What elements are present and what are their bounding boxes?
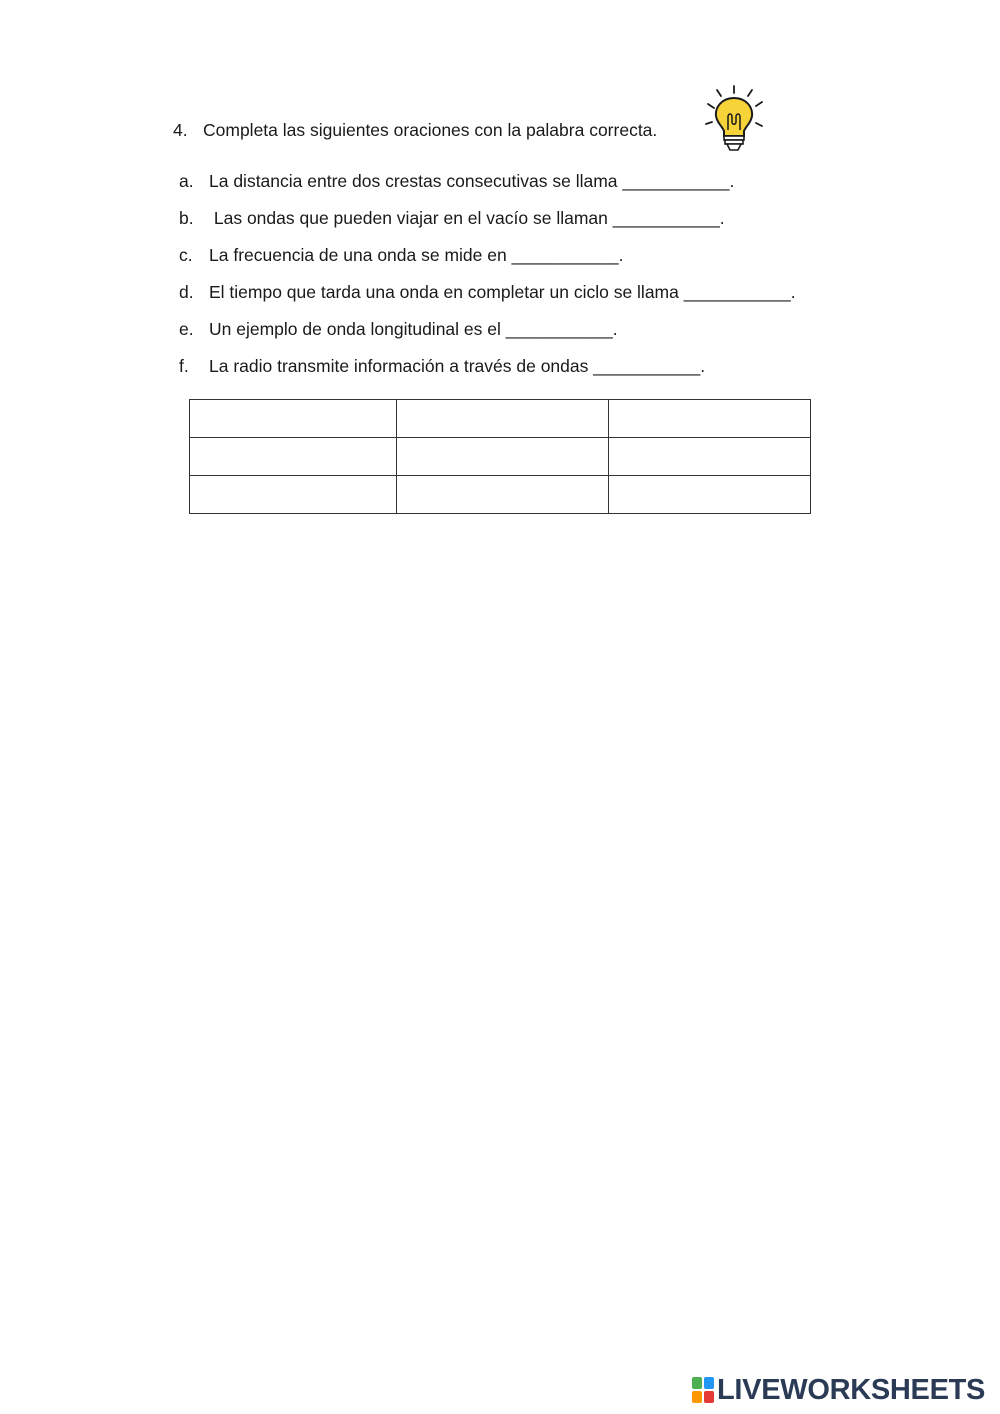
lightbulb-icon [700, 84, 768, 154]
table-cell[interactable] [190, 476, 397, 514]
list-item [179, 355, 796, 392]
list-item [179, 170, 796, 207]
item-text: La distancia entre dos crestas consecutivas se llama ___________. [209, 171, 735, 191]
item-letter: c. [179, 245, 193, 265]
table-cell[interactable] [190, 400, 397, 438]
list-item [179, 281, 796, 318]
table-row [190, 438, 811, 476]
table-cell[interactable] [609, 438, 811, 476]
liveworksheets-logo-icon [692, 1377, 714, 1403]
list-item [179, 207, 796, 244]
item-text: Las ondas que pueden viajar en el vacío se llaman ___________. [209, 208, 725, 228]
item-text: El tiempo que tarda una onda en completar un ciclo se llama ___________. [209, 282, 796, 302]
table-cell[interactable] [609, 400, 811, 438]
question-heading [173, 120, 657, 141]
question-number: 4. [173, 120, 188, 140]
item-letter: a. [179, 171, 194, 191]
item-text: La radio transmite información a través de ondas ___________. [209, 356, 706, 376]
brand-footer [692, 1374, 985, 1406]
table-cell[interactable] [397, 476, 609, 514]
brand-name: LIVEWORKSHEETS [717, 1374, 986, 1406]
item-letter: b. [179, 208, 194, 228]
answer-table [189, 399, 811, 514]
sentence-list [179, 170, 796, 392]
item-letter: e. [179, 319, 194, 339]
item-letter: d. [179, 282, 194, 302]
table-cell[interactable] [190, 438, 397, 476]
list-item [179, 244, 796, 281]
item-text: La frecuencia de una onda se mide en ___________. [209, 245, 624, 265]
table-cell[interactable] [609, 476, 811, 514]
table-row [190, 400, 811, 438]
item-text: Un ejemplo de onda longitudinal es el ___________. [209, 319, 618, 339]
table-cell[interactable] [397, 438, 609, 476]
question-text: Completa las siguientes oraciones con la palabra correcta. [203, 120, 658, 140]
table-cell[interactable] [397, 400, 609, 438]
table-row [190, 476, 811, 514]
item-letter: f. [179, 356, 189, 376]
list-item [179, 318, 796, 355]
